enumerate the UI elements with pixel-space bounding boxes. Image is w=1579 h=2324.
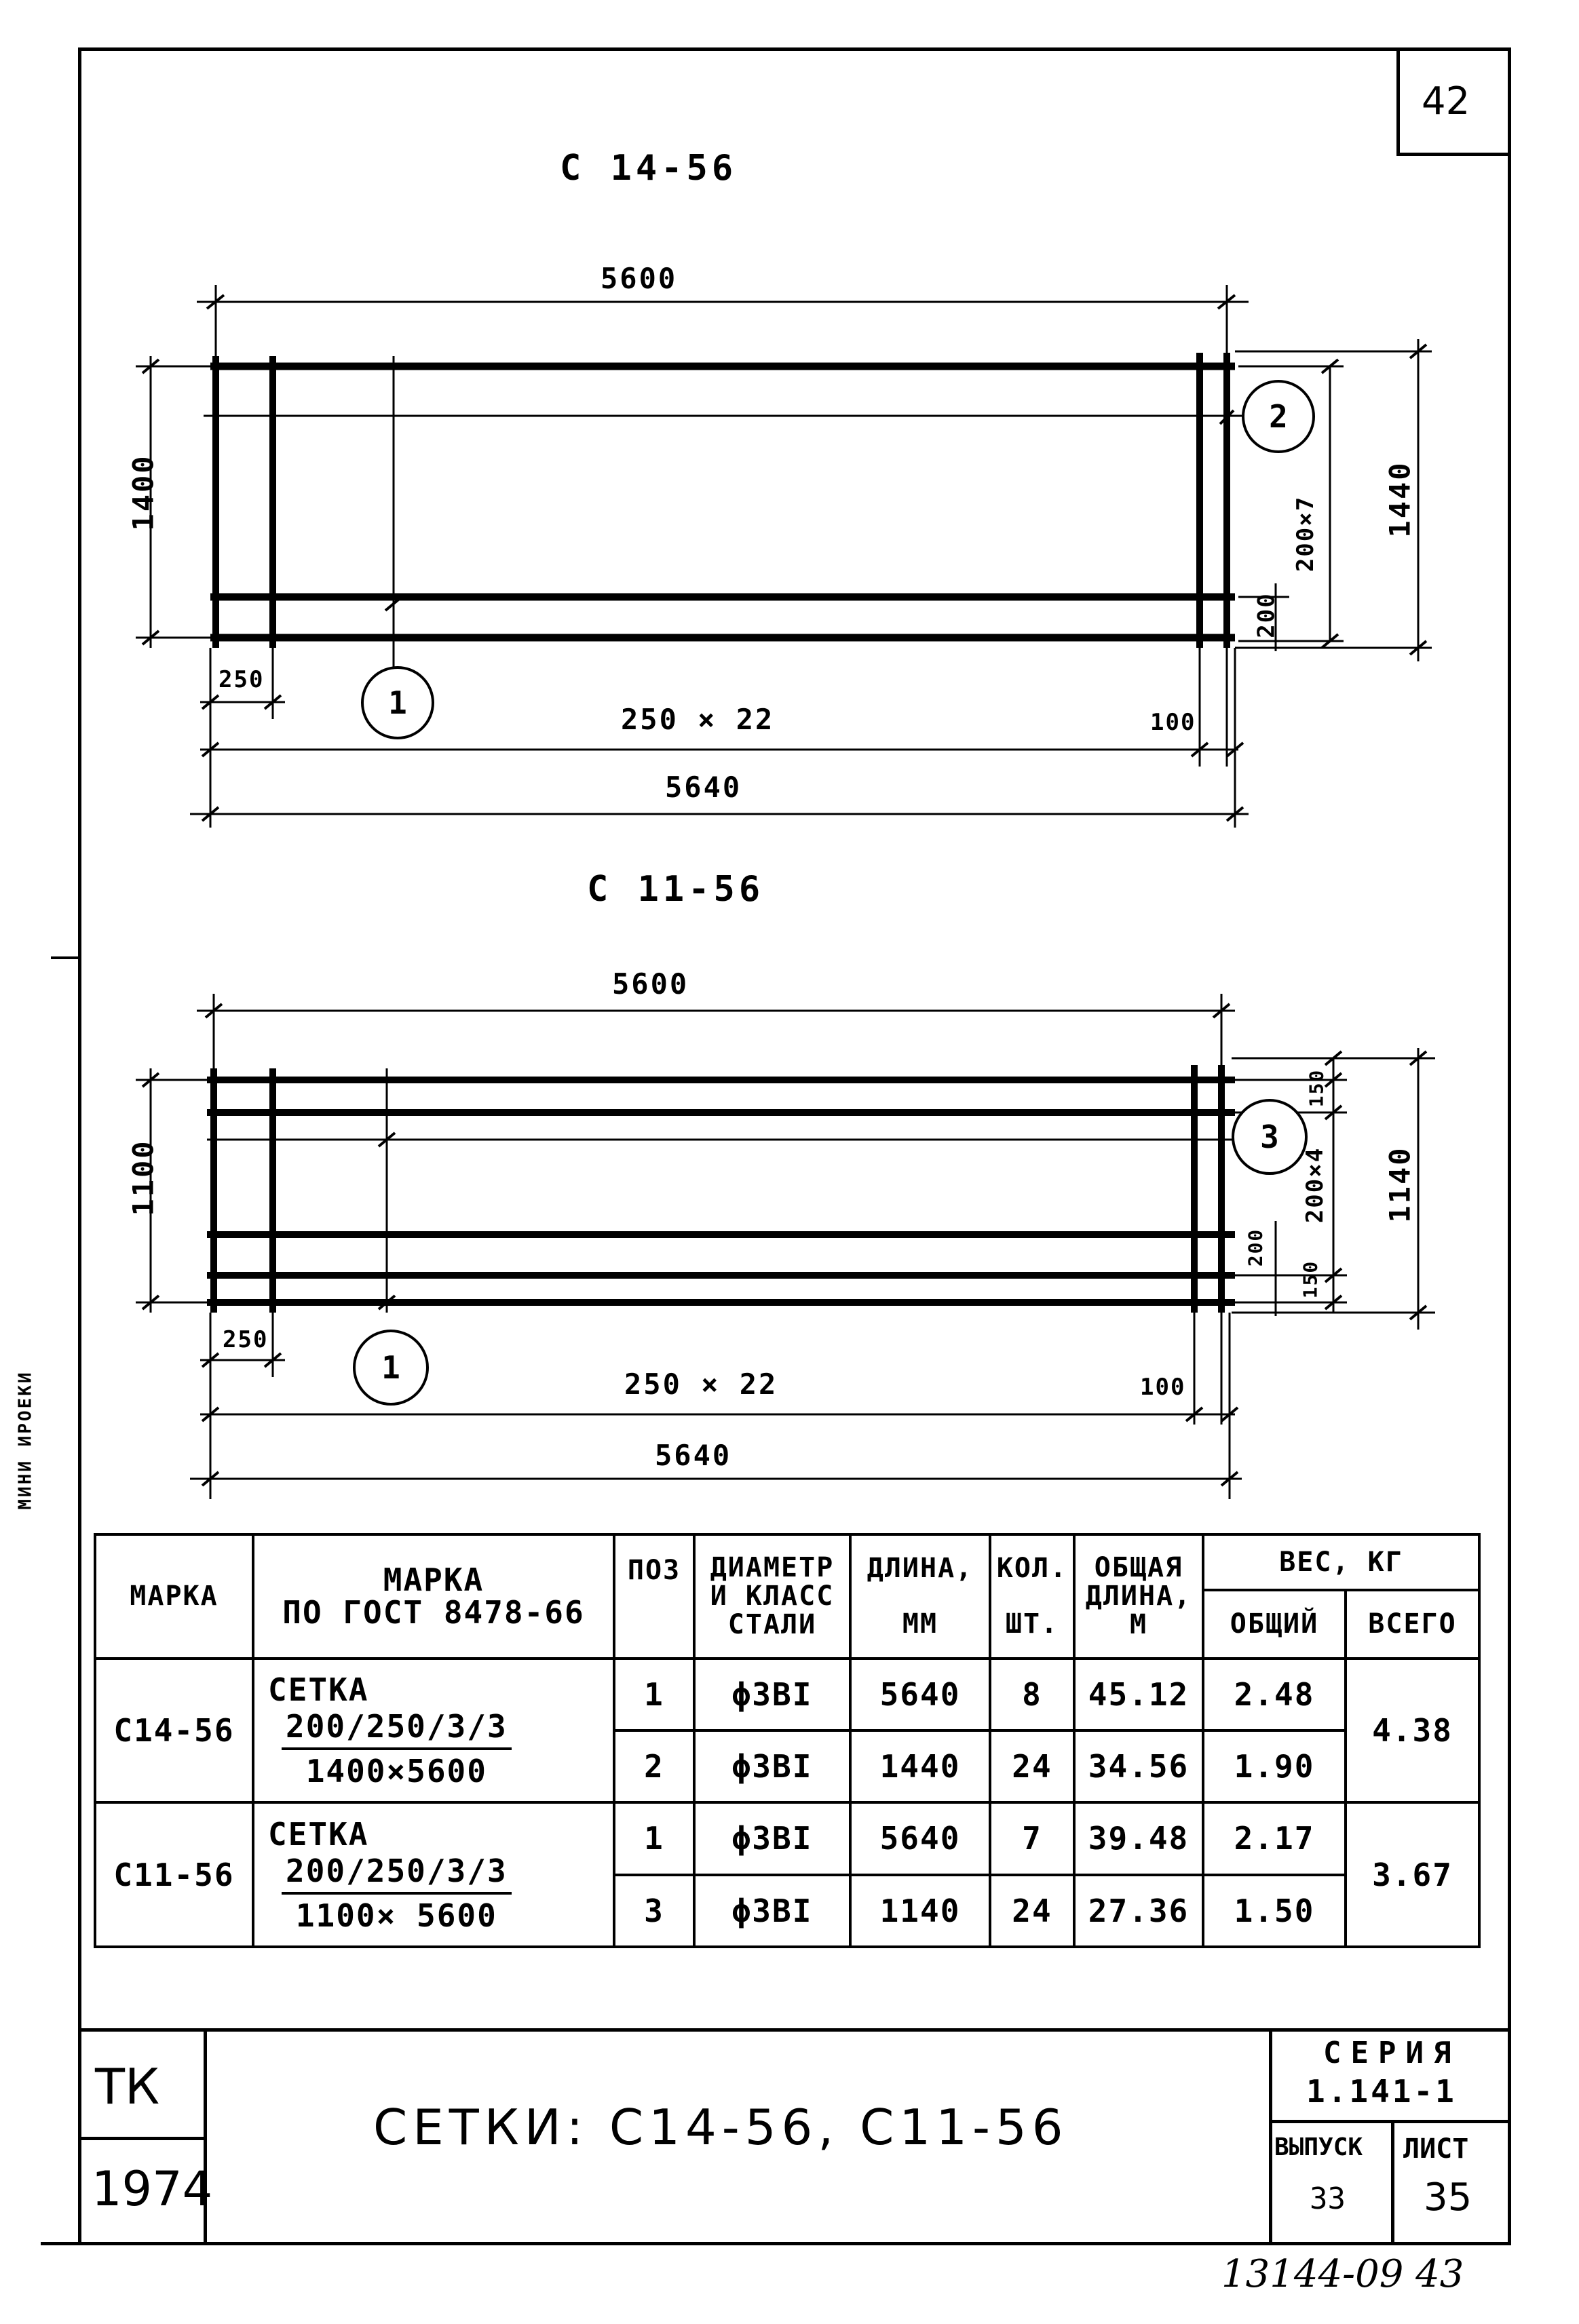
- header-mark: МАРКА: [95, 1534, 253, 1659]
- row-steel: ϕ3ВI: [694, 1730, 850, 1802]
- row-gost-fraction: [282, 1708, 512, 1789]
- drawing-1-total-length: 5640: [665, 771, 742, 804]
- drawing-2-height-right: 1140: [1383, 1146, 1417, 1223]
- row-steel: ϕ3ВI: [694, 1875, 850, 1947]
- row-pos: 3: [614, 1875, 694, 1947]
- stamp-issue-value: 33: [1310, 2182, 1346, 2216]
- row-total-length: 27.36: [1074, 1875, 1203, 1947]
- row-qty: 24: [990, 1730, 1074, 1802]
- header-qty-line2: ШТ.: [1005, 1608, 1059, 1640]
- row-gost-numerator: 200/250/3/3: [282, 1853, 512, 1895]
- row-gost-fraction: [282, 1853, 512, 1934]
- row-gost-prefix: СЕТКА: [268, 1815, 369, 1853]
- row-pos: 1: [614, 1659, 694, 1730]
- specification-table: [94, 1533, 1481, 1948]
- row-steel: ϕ3ВI: [694, 1802, 850, 1874]
- row-gost-numerator: 200/250/3/3: [282, 1708, 512, 1750]
- stamp-right-divider: [1269, 2028, 1272, 2245]
- drawing-2-title: С 11-56: [587, 869, 765, 910]
- row-qty: 24: [990, 1875, 1074, 1947]
- drawing-2-total-length: 5640: [655, 1439, 732, 1472]
- stamp-title: СЕТКИ: С14-56, С11-56: [373, 2099, 1069, 2156]
- stamp-top-line: [78, 2028, 1511, 2032]
- drawing-1-height-left: 1400: [126, 454, 160, 531]
- table-row: [95, 1802, 1479, 1874]
- drawing-2-start-spacing: 250: [223, 1326, 269, 1353]
- drawing-1-position-1-marker: 1: [361, 666, 434, 739]
- drawing-1-end-spacing: 100: [1150, 709, 1196, 736]
- row-length: 1140: [850, 1875, 990, 1947]
- row-pos: 1: [614, 1802, 694, 1874]
- header-qty-line1: КОЛ.: [996, 1553, 1068, 1585]
- header-total-length-line3: М: [1129, 1609, 1148, 1641]
- header-diameter-line1: ДИАМЕТР: [710, 1552, 835, 1584]
- sheet-number: 42: [1422, 79, 1470, 123]
- drawing-1-title: С 14-56: [560, 148, 738, 189]
- row-total-length: 45.12: [1074, 1659, 1203, 1730]
- row-total-weight: 3.67: [1346, 1802, 1479, 1947]
- stamp-sheet-value: 35: [1424, 2175, 1472, 2220]
- row-weight: 2.48: [1203, 1659, 1346, 1730]
- row-qty: 7: [990, 1802, 1074, 1874]
- stamp-issue-label: ВЫПУСК: [1274, 2133, 1363, 2161]
- margin-note: МИНИ ИРОЕКИ: [15, 1370, 36, 1510]
- row-length: 5640: [850, 1802, 990, 1874]
- row-gost: [253, 1659, 614, 1803]
- header-weight-total: ОБЩИЙ: [1203, 1590, 1346, 1658]
- row-weight: 1.90: [1203, 1730, 1346, 1802]
- drawing-2-overall-length: 5600: [612, 967, 689, 1001]
- stamp-series-value: 1.141-1: [1306, 2073, 1457, 2110]
- drawing-2-end-spacing: 100: [1140, 1374, 1186, 1401]
- drawing-2-position-3-marker: 3: [1232, 1099, 1308, 1175]
- stamp-org-divider: [78, 2137, 207, 2140]
- drawing-1-start-spacing: 250: [218, 666, 265, 693]
- header-weight-all: ВСЕГО: [1346, 1590, 1479, 1658]
- row-total-length: 39.48: [1074, 1802, 1203, 1874]
- header-length-line2: ММ: [902, 1608, 938, 1640]
- header-diameter: [694, 1534, 850, 1659]
- header-diameter-line2: И КЛАСС: [710, 1581, 835, 1612]
- row-mark: С14-56: [95, 1659, 253, 1803]
- header-pos: ПОЗ: [614, 1534, 694, 1659]
- drawing-1-height-right: 1440: [1383, 461, 1417, 538]
- row-gost-prefix: СЕТКА: [268, 1671, 369, 1708]
- header-total-length-line1: ОБЩАЯ: [1094, 1552, 1183, 1584]
- header-gost: [253, 1534, 614, 1659]
- drawing-2-position-1-marker: 1: [353, 1330, 429, 1406]
- drawing-2-edge-bottom: 150: [1299, 1260, 1322, 1299]
- header-weight: ВЕС, КГ: [1203, 1534, 1479, 1590]
- row-total-weight: 4.38: [1346, 1659, 1479, 1803]
- drawing-2-svg: [0, 916, 1579, 1513]
- row-length: 1440: [850, 1730, 990, 1802]
- row-qty: 8: [990, 1659, 1074, 1730]
- row-weight: 2.17: [1203, 1802, 1346, 1874]
- stamp-series-divider: [1269, 2120, 1511, 2123]
- row-total-length: 34.56: [1074, 1730, 1203, 1802]
- row-mark: С11-56: [95, 1802, 253, 1947]
- stamp-org: ТК: [95, 2058, 160, 2115]
- row-pos: 2: [614, 1730, 694, 1802]
- header-gost-line2: ПО ГОСТ 8478-66: [282, 1594, 585, 1631]
- row-gost-denominator: 1100× 5600: [295, 1897, 497, 1934]
- drawing-1-pitch-right: 200×7: [1292, 495, 1320, 573]
- header-qty: [990, 1534, 1074, 1659]
- stamp-sheet-label: ЛИСТ: [1403, 2133, 1469, 2165]
- drawing-2-edge-mid: 200: [1244, 1228, 1267, 1267]
- row-gost-denominator: 1400×5600: [305, 1752, 487, 1789]
- table-row: [95, 1659, 1479, 1730]
- drawing-1-svg: [0, 0, 1579, 882]
- drawing-2-height-left: 1100: [126, 1139, 160, 1216]
- drawing-1-position-2-marker: 2: [1242, 380, 1315, 453]
- row-length: 5640: [850, 1659, 990, 1730]
- drawing-1-overall-length: 5600: [601, 262, 678, 295]
- drawing-2-edge-top: 150: [1305, 1068, 1328, 1108]
- header-total-length: [1074, 1534, 1203, 1659]
- header-total-length-line2: ДЛИНА,: [1085, 1581, 1192, 1612]
- stamp-issue-divider: [1391, 2120, 1394, 2245]
- row-gost: [253, 1802, 614, 1947]
- row-weight: 1.50: [1203, 1875, 1346, 1947]
- stamp-series-label: СЕРИЯ: [1323, 2036, 1461, 2070]
- drawing-1-edge-right: 200: [1253, 592, 1280, 638]
- header-length: [850, 1534, 990, 1659]
- handwritten-number: 13144-09 43: [1221, 2252, 1464, 2296]
- drawing-2-pitch-bottom: 250 × 22: [624, 1368, 778, 1401]
- header-diameter-line3: СТАЛИ: [727, 1609, 817, 1641]
- stamp-year: 1974: [92, 2161, 213, 2217]
- row-steel: ϕ3ВI: [694, 1659, 850, 1730]
- drawing-2-pitch-right: 200×4: [1301, 1146, 1329, 1224]
- header-length-line1: ДЛИНА,: [867, 1553, 974, 1585]
- frame-bottom-line: [41, 2242, 1511, 2245]
- drawing-1-pitch-bottom: 250 × 22: [621, 703, 775, 736]
- header-gost-line1: МАРКА: [383, 1562, 484, 1598]
